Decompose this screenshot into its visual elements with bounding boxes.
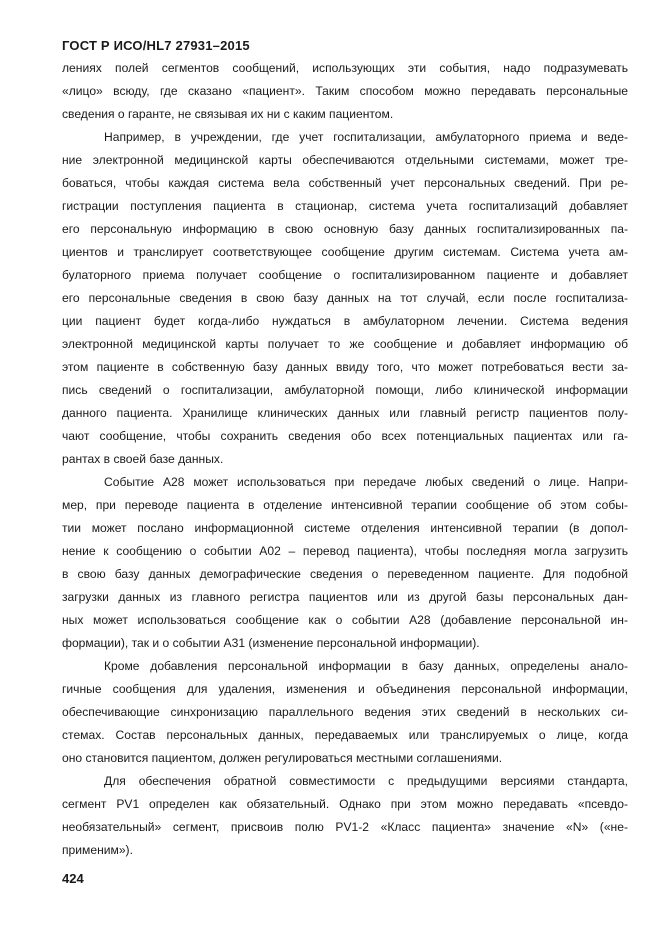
text-line: булаторного приема получает сообщение о госпитализированном пациенте и добавляет xyxy=(62,268,628,282)
text-line: гичные сообщения для удаления, изменения и объединения персональной информации, xyxy=(62,682,628,696)
text-line: «лицо» всюду, где сказано «пациент». Таким способом можно передавать персональные xyxy=(62,84,628,98)
text-line: его персональную информацию в свою основную базу данных госпитализированных па- xyxy=(62,222,628,236)
text-line: сведения о гаранте, не связывая их ни с каким пациентом. xyxy=(62,107,394,121)
text-line: Событие A28 может использоваться при передаче любых сведений о лице. Напри- xyxy=(104,475,628,489)
text-line: формации), так и о событии A31 (изменение персональной информации). xyxy=(62,636,480,650)
text-line: данного пациента. Хранилище клинических данных или главный регистр пациентов полу- xyxy=(62,406,628,420)
text-line: загрузки данных из главного регистра пациентов или из другой базы персональных дан- xyxy=(62,590,628,604)
text-line: чают сообщение, чтобы сохранить сведения обо всех потенциальных пациентах или га- xyxy=(62,429,628,443)
text-line: Например, в учреждении, где учет госпитализации, амбулаторного приема и веде- xyxy=(104,130,628,144)
text-line: гистрации поступления пациента в стационар, система учета госпитализаций добавляет xyxy=(62,199,628,213)
text-line: мер, при переводе пациента в отделение интенсивной терапии сообщение об этом собы- xyxy=(62,498,628,512)
text-line: тии может послано информационной системе отделения интенсивной терапии (в допол- xyxy=(62,521,628,535)
text-line: оно становится пациентом, должен регулироваться местными соглашениями. xyxy=(62,751,503,765)
text-line: ции пациент будет когда-либо нуждаться в амбулаторном лечении. Система ведения xyxy=(62,314,628,328)
text-line: рантах в своей базе данных. xyxy=(62,452,224,466)
text-line: ние электронной медицинской карты обеспечиваются отдельными системами, может тре- xyxy=(62,153,628,167)
text-line: в свою базу данных демографические сведения о переведенном пациенте. Для подобной xyxy=(62,567,628,581)
text-line: ных может использоваться сообщение как о событии A28 (добавление персональной ин- xyxy=(62,613,628,627)
text-line: стемах. Состав персональных данных, передаваемых или транслируемых о лице, когда xyxy=(62,728,628,742)
page-number: 424 xyxy=(62,871,84,886)
text-line: Для обеспечения обратной совместимости с предыдущими версиями стандарта, xyxy=(104,774,628,788)
text-line: циентов и транслирует соответствующее сообщение другим системам. Система учета ам- xyxy=(62,245,628,259)
text-line: сегмент PV1 определен как обязательный. Однако при этом можно передавать «псевдо- xyxy=(62,797,628,811)
text-line: применим»). xyxy=(62,843,133,857)
text-line: боваться, чтобы каждая система вела собственный учет персональных сведений. При ре- xyxy=(62,176,628,190)
text-line: лениях полей сегментов сообщений, использующих эти события, надо подразумевать xyxy=(62,61,628,75)
text-line: электронной медицинской карты получает то же сообщение и добавляет информацию об xyxy=(62,337,628,351)
text-line: его персональные сведения в свою базу данных на тот случай, если после госпитализа- xyxy=(62,291,628,305)
text-line: этом пациенте в собственную базу данных ввиду того, что может потребоваться вести за- xyxy=(62,360,628,374)
document-header: ГОСТ Р ИСО/HL7 27931–2015 xyxy=(62,38,250,53)
text-line: обеспечивающие синхронизацию параллельного ведения этих сведений в нескольких си- xyxy=(62,705,628,719)
text-line: Кроме добавления персональной информации в базу данных, определены анало- xyxy=(104,659,628,673)
text-line: пись сведений о госпитализации, амбулаторной помощи, либо клинической информации xyxy=(62,383,628,397)
text-line: необязательный» сегмент, присвоив полю PV1-2 «Класс пациента» значение «N» («не- xyxy=(62,820,628,834)
text-line: нение к сообщению о событии A02 – перевод пациента), чтобы последняя могла загрузить xyxy=(62,544,628,558)
